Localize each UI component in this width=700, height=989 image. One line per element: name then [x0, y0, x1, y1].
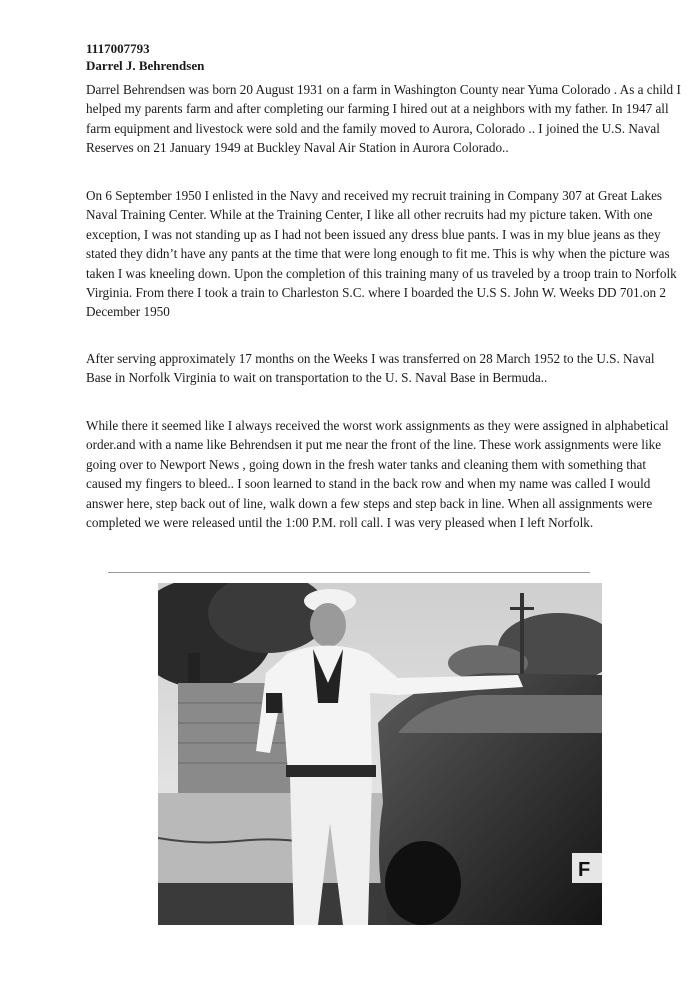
- plate-text: F: [578, 859, 591, 881]
- divider-line: [108, 572, 590, 573]
- document-id: 1117007793: [86, 41, 150, 56]
- paragraph-norfolk: While there it seemed like I always received the worst work assignments as they were assigned in alphabetical order.and with a name like Behrendsen it put me near the front of the line. These work assignments were like going over to Newport News , going down in the fresh water tanks and cleaning them with something that caused my fingers to bleed.. I soon learned to stand in the back row and when my name was called I would answer here, step back out of line, walk down a few steps and step back in line. When all assignments were completed we were released until the 1:00 P.M. roll call. I was very pleased when I left Norfolk.: [86, 418, 669, 531]
- paragraph-enlistment: On 6 September 1950 I enlisted in the Navy and received my recruit training in Company 307 at Great Lakes Naval Training Center. While at the Training Center, I like all other recruits had my picture taken. With one exception, I was not standing up as I had not been issued any dress blue pants. I was in my blue jeans as they stated they didn’t have any pants at the time that were long enough to fit me. This is why when the picture was taken I was kneeling down. Upon the completion of this training many of us traveled by a troop train to Norfolk Virginia. From there I took a train to Charleston S.C. where I boarded the U.S S. John W. Weeks DD 701.on 2 December 1950: [86, 188, 677, 320]
- paragraph-early-life: Darrel Behrendsen was born 20 August 1931 on a farm in Washington County near Yuma Colorado . As a child I helped my parents farm and after completing our farming I hired out at a neighbors with my father. In 1947 all farm equipment and livestock were sold and the family moved to Aurora, Colorado .. I joined the U.S. Naval Reserves on 21 January 1949 at Buckley Naval Air Station in Aurora Colorado..: [86, 82, 681, 156]
- sailor-photo: [158, 583, 602, 925]
- document-header: [86, 40, 204, 74]
- photo-image: [158, 583, 602, 925]
- paragraph-transfer: After serving approximately 17 months on the Weeks I was transferred on 28 March 1952 to the U.S. Naval Base in Norfolk Virginia to wait on transportation to the U. S. Naval Base in Bermuda..: [86, 351, 655, 386]
- author-name: Darrel J. Behrendsen: [86, 58, 205, 73]
